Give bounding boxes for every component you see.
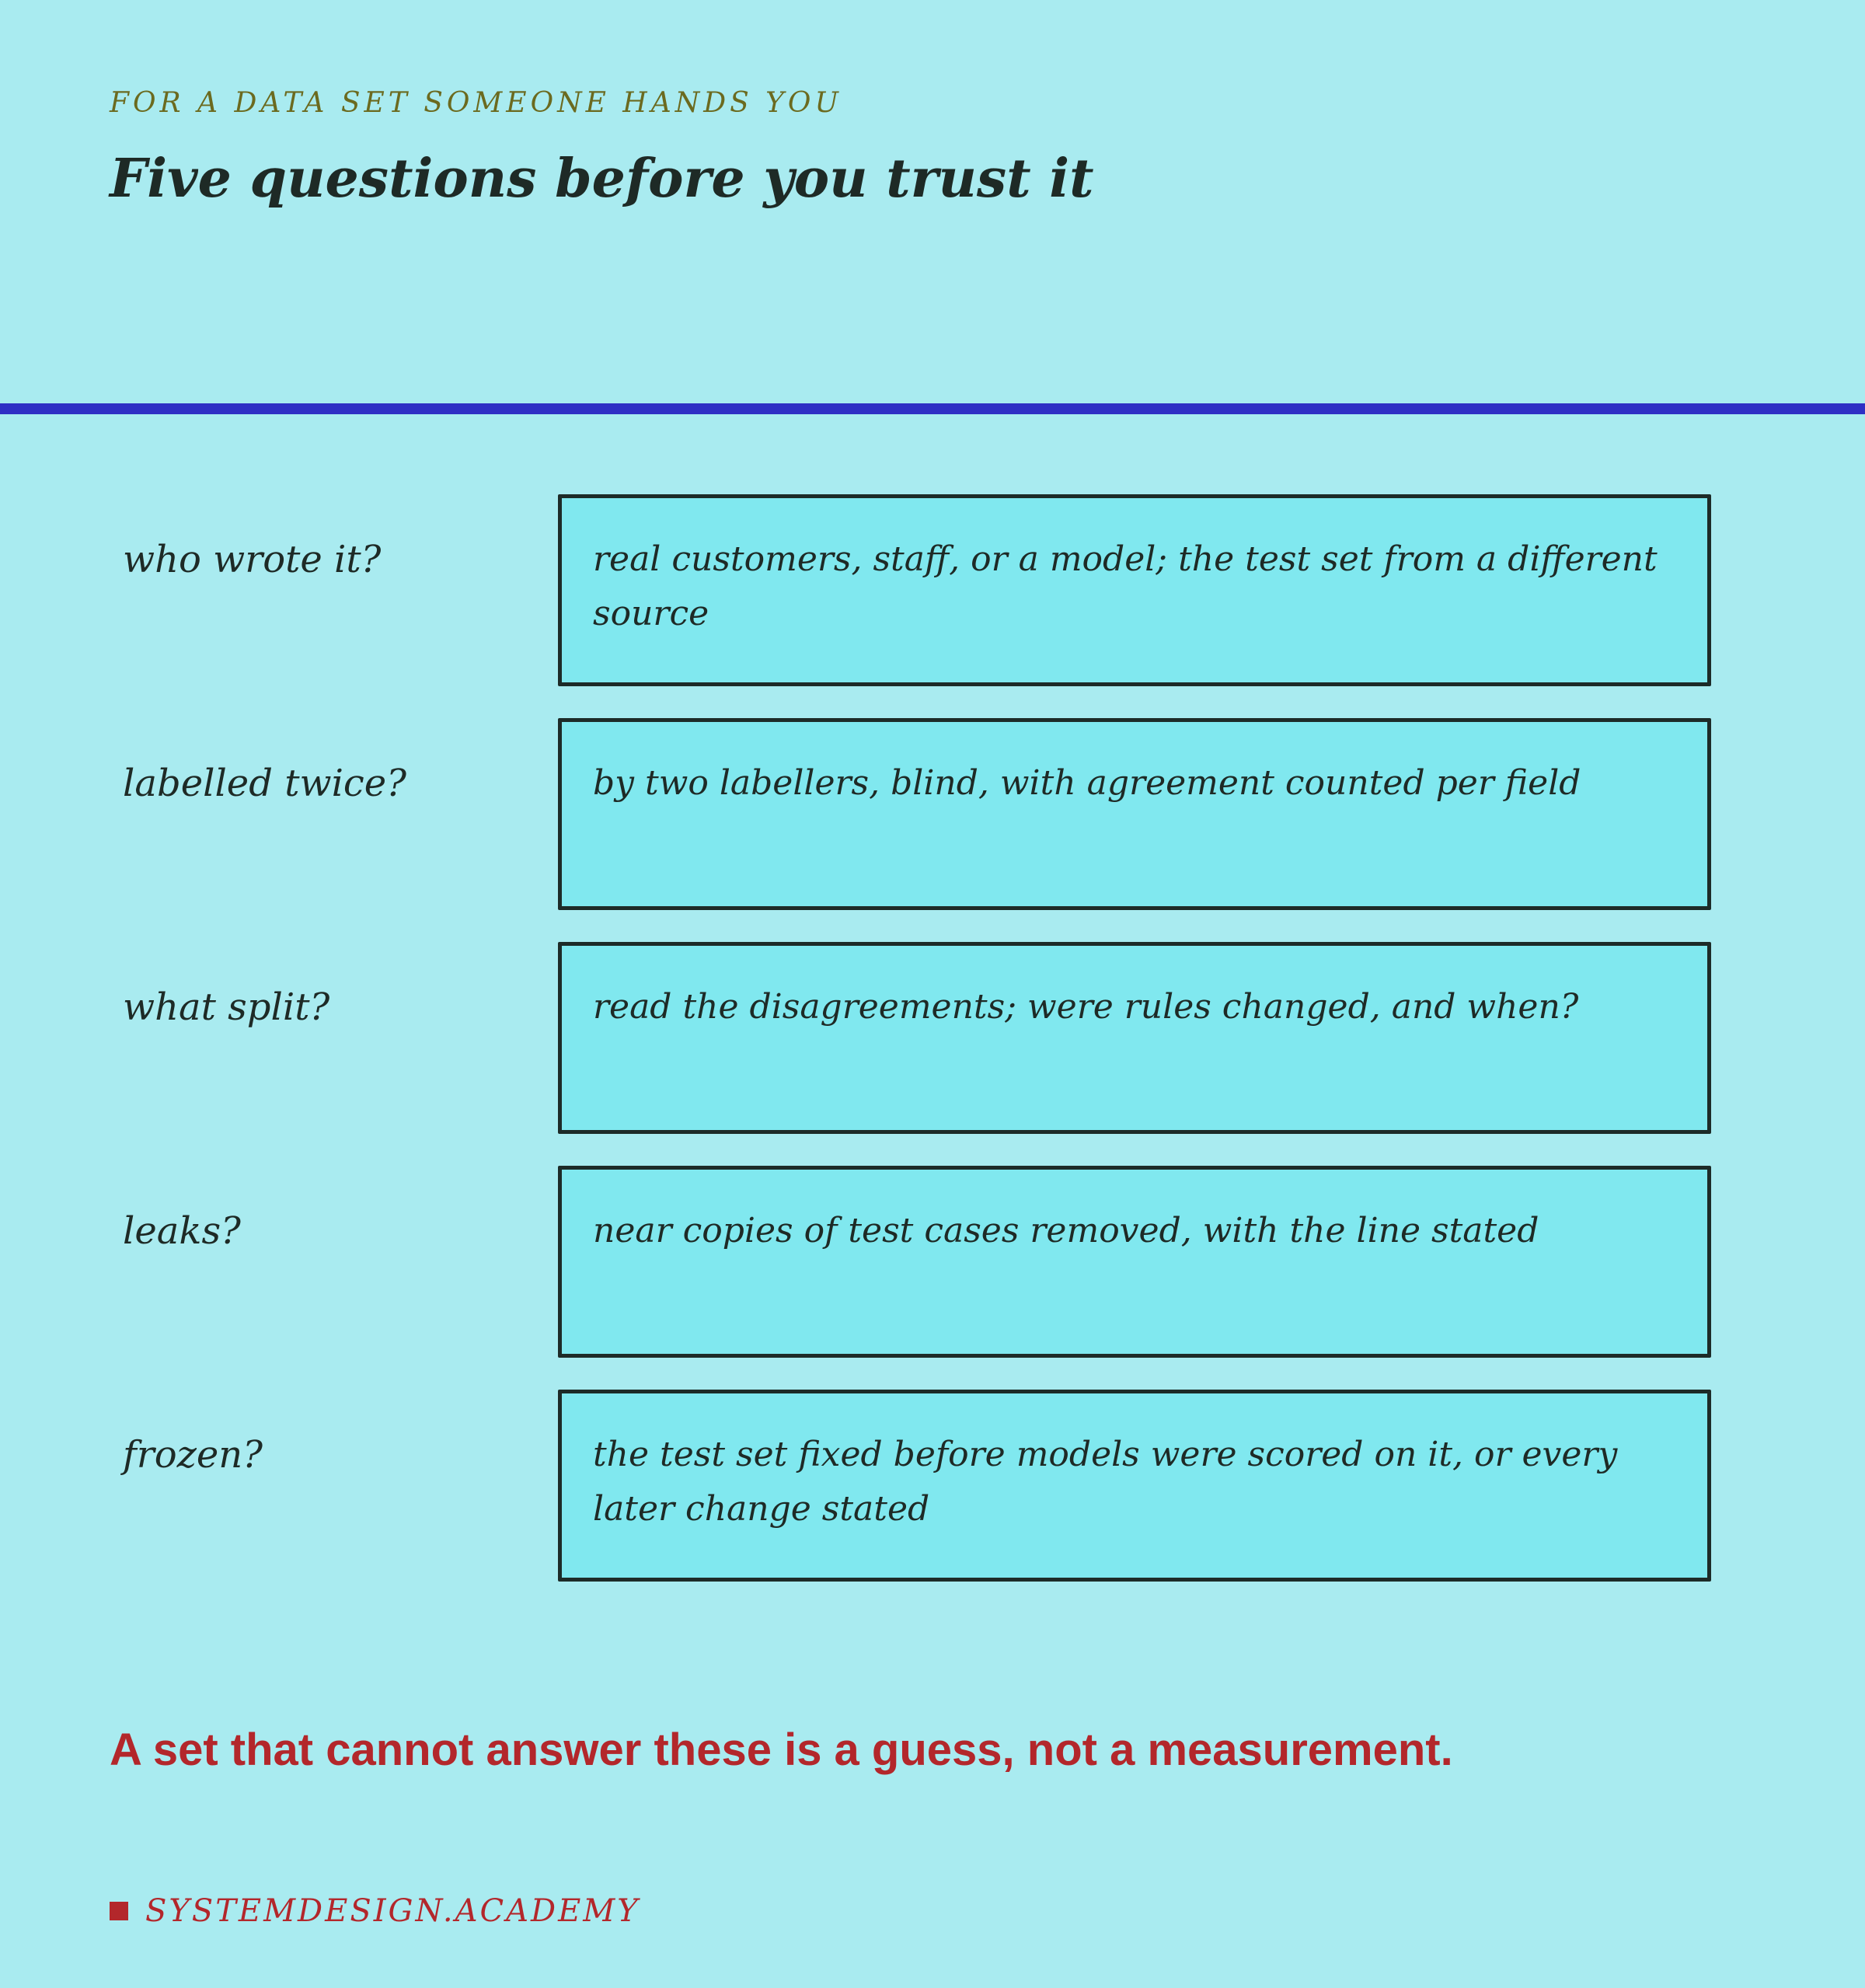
answer-card <box>558 942 1711 1134</box>
question-label: frozen? <box>123 1433 263 1477</box>
answer-card <box>558 1390 1711 1582</box>
eyebrow-label: FOR A DATA SET SOMEONE HANDS YOU <box>110 87 842 119</box>
answer-text: read the disagreements; were rules changed, and when? <box>593 987 1579 1027</box>
answer-card <box>558 494 1711 686</box>
answer-card <box>558 718 1711 910</box>
question-label: who wrote it? <box>123 538 382 581</box>
header-divider <box>0 403 1865 414</box>
question-label: labelled twice? <box>123 762 406 805</box>
answer-text: near copies of test cases removed, with the line stated <box>593 1211 1539 1250</box>
page-title: Five questions before you trust it <box>110 148 1094 210</box>
answer-card <box>558 1166 1711 1358</box>
question-label: what split? <box>123 985 330 1029</box>
answer-text: the test set fixed before models were scored on it, or every later change stated <box>593 1435 1618 1529</box>
question-label: leaks? <box>123 1209 241 1253</box>
answer-text: by two labellers, blind, with agreement counted per field <box>593 763 1581 803</box>
answer-text: real customers, staff, or a model; the test set from a different source <box>593 539 1658 633</box>
brand-name: SYSTEMDESIGN.ACADEMY <box>145 1893 640 1929</box>
brand-square-icon <box>110 1902 128 1920</box>
brand-footer <box>110 1893 640 1929</box>
conclusion-text: A set that cannot answer these is a guess, not a measurement. <box>110 1725 1453 1775</box>
